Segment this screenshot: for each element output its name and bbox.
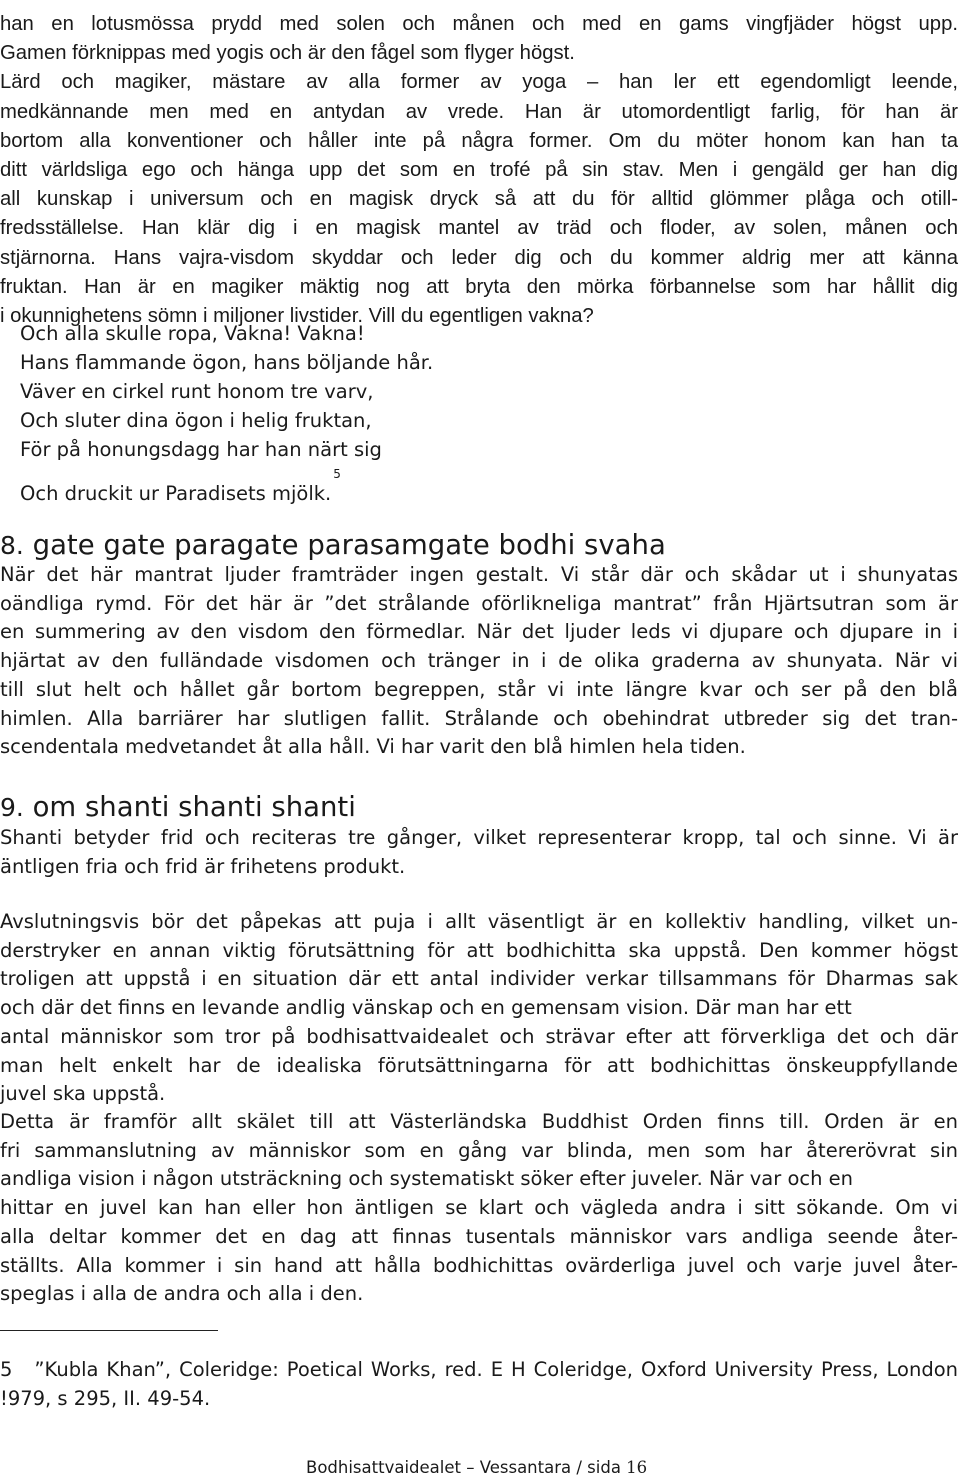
footnote-reference[interactable]: 5 [333,467,341,481]
text-line: Lärd och magiker, mästare av alla former av yoga – han ler ett egendomligt leende, [0,71,958,94]
text-line: stjärnorna. Hans vajra-visdom skyddar och leder dig och du kommer aldrig mer att känna [0,246,958,269]
poem [20,319,620,511]
poem-line: För på honungsdagg har han närt sig [20,438,382,461]
text-line: Shanti betyder frid och reciteras tre gånger, vilket representerar kropp, tal och sinne. Vi är [0,826,958,849]
poem-line: Hans flammande ögon, hans böljande hår. [20,351,434,374]
text-line: ditt världsliga ego och hänga upp det som en trofé på sin stav. Men i gengäld ger han dig [0,159,958,182]
text-line: och där det finns en levande andlig vänskap och en gemensam vision. Där man har ett [0,996,852,1020]
text-line: fruktan. Han är en magiker mäktig nog att bryta den mörka förbannelse som har hållit dig [0,275,958,298]
text-line: han en lotusmössa prydd med solen och månen och med en gams vingfjäder högst upp. [0,13,958,35]
text-line: hittar en juvel kan han eller hon äntligen se klart och vägleda andra i sitt sökande. Om vi [0,1196,958,1220]
text-line: derstryker en annan viktig förutsättning för att bodhichitta ska uppstå. Den kommer högst [0,938,958,962]
text-line: antal människor som tror på bodhisattvaidealet och strävar efter att förverkliga det och där [0,1024,958,1048]
text-line: bortom alla konventioner och håller inte på några former. Om du möter honom kan han ta [0,129,958,152]
footnote-number: 5 [0,1358,13,1381]
text-line: en summering av den visdom den förmedlar. När det ljuder leds vi djupare och djupare in i [0,620,958,644]
footnote-line: !979, s 295, II. 49-54. [0,1387,211,1410]
text-line: äntligen fria och frid är frihetens produkt. [0,854,406,878]
poem-line: Och alla skulle ropa, Vakna! Vakna! [20,322,365,345]
text-line: hjärtat av den fulländade visdomen och tränger in i de olika graderna av shunyata. När vi [0,649,958,673]
text-line: medkännande men med en antydan av vrede. Han är utomordentligt farlig, för han är [0,100,958,123]
text-line: oändliga rymd. För det här är ”det strålande oförlikneliga mantrat” från Hjärtsutran som är [0,591,958,615]
section-9-heading [0,790,356,825]
poem-line [20,467,620,511]
section-number: 9. [0,793,24,822]
text-line: till slut helt och hållet går bortom begreppen, står vi inte längre kvar och ser på den blå [0,677,958,701]
text-line: man helt enkelt har de idealiska förutsättningarna för att bodhichittas önskeuppfyllande [0,1053,958,1077]
text-line: fredsställelse. Han klär dig i en magisk mantel av träd och floder, av solen, månen och [0,217,958,240]
poem-line-text: Och druckit ur Paradisets mjölk. [20,482,332,505]
closing-paragraph-1 [0,908,958,1109]
section-8-heading [0,528,666,563]
running-footer-text: Bodhisattvaidealet – Vessantara / sida [306,1458,627,1477]
footnote-line [0,1355,958,1384]
text-line: alla deltar kommer det en dag att finnas tusentals människor vars andliga seende åter- [0,1224,958,1248]
text-line: Detta är framför allt skälet till att Västerländska Buddhist Orden finns till. Orden är en [0,1110,958,1133]
closing-paragraph-2 [0,1108,958,1309]
page-number: 16 [626,1458,648,1477]
poem-line: Och sluter dina ögon i helig fruktan, [20,409,372,432]
poem-line: Väver en cirkel runt honom tre varv, [20,380,374,403]
text-line: troligen att uppstå i en situation där ett antal individer verkar tillsammans för Dharmas sak [0,967,958,991]
text-line: andliga vision i någon utsträckning och systematiskt söker efter juveler. När var och en [0,1167,854,1191]
footnote-separator [0,1330,218,1331]
section-8-paragraph [0,561,958,762]
footnote-text: ”Kubla Khan”, Coleridge: Poetical Works, red. E H Coleridge, Oxford University Press, London [34,1358,958,1381]
text-line: När det här mantrat ljuder framträder ingen gestalt. Vi står där och skådar ut i shunyatas [0,563,958,586]
text-line: fri sammanslutning av människor som en gång var blinda, men som har återerövrat sin [0,1138,958,1162]
intro-paragraphs [0,10,958,331]
text-line: Avslutningsvis bör det påpekas att puja i allt väsentligt är en kollektiv handling, vilket un- [0,910,958,933]
text-line: all kunskap i universum och en magisk dryck så att du för alltid glömmer plåga och otill- [0,188,958,211]
text-line: juvel ska uppstå. [0,1082,166,1106]
text-line: speglas i alla de andra och alla i den. [0,1282,364,1306]
text-line: ställts. Alla kommer i sin hand att hålla bodhichittas ovärderliga juvel och varje juvel åter- [0,1253,958,1277]
page-footer [306,1458,647,1477]
section-title: gate gate paragate parasamgate bodhi svaha [32,529,666,561]
text-line: i okunnighetens sömn i miljoner livstider. Vill du egentligen vakna? [0,305,594,328]
text-line: himlen. Alla barriärer har slutligen fallit. Strålande och obehindrat utbreder sig det tran- [0,706,958,730]
footnote [0,1355,958,1413]
section-9-paragraph [0,824,958,881]
section-title: om shanti shanti shanti [32,791,356,823]
section-number: 8. [0,531,24,560]
text-line: Gamen förknippas med yogis och är den fågel som flyger högst. [0,42,575,65]
text-line: scendentala medvetandet åt alla håll. Vi har varit den blå himlen hela tiden. [0,735,746,759]
